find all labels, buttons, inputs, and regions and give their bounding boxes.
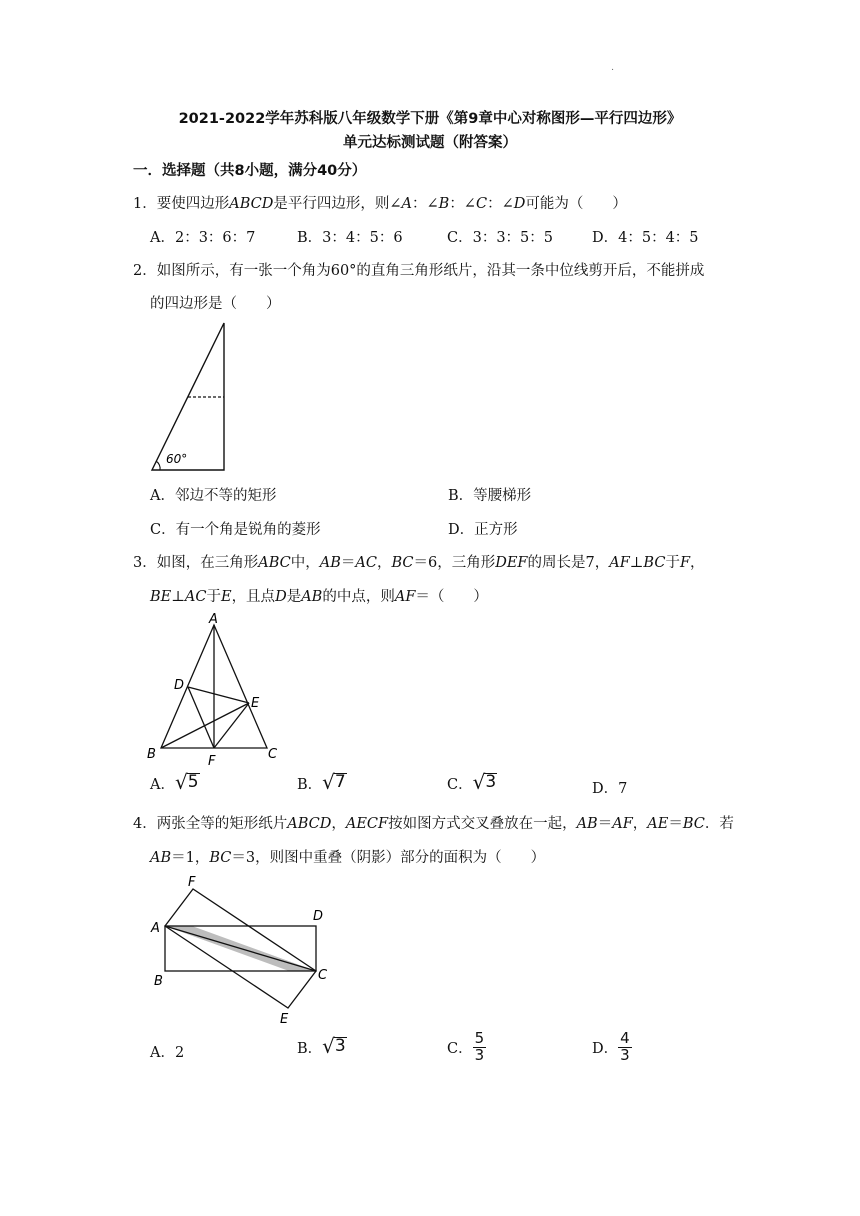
angle-label: 60°	[166, 452, 188, 466]
question-2-line2: 的四边形是（ ）	[150, 296, 281, 312]
label-D: D	[313, 909, 324, 924]
label-D: D	[174, 678, 185, 693]
q3-option-a: A． √ 5	[150, 770, 199, 794]
question-1: 1．要使四边形ABCD是平行四边形，则∠A：∠B：∠C：∠D可能为（ ）	[133, 196, 627, 212]
q3-triangle-figure	[140, 612, 290, 772]
q1-option-a: A．2：3：6：7	[150, 230, 256, 246]
q2-option-a: A．邻边不等的矩形	[150, 488, 277, 504]
q3-option-b: B． √ 7	[297, 770, 346, 794]
label-B: B	[154, 974, 163, 989]
q2-option-d: D．正方形	[448, 522, 518, 538]
question-number: 3．	[133, 555, 157, 571]
question-4-line2: AB＝1，BC＝3，则图中重叠（阴影）部分的面积为（ ）	[150, 850, 546, 866]
q2-option-c: C．有一个角是锐角的菱形	[150, 522, 321, 538]
question-number: 4．	[133, 816, 157, 832]
question-number: 2．	[133, 263, 157, 279]
label-A: A	[209, 612, 218, 627]
question-2: 2．如图所示，有一张一个角为60°的直角三角形纸片，沿其一条中位线剪开后，不能拼成	[133, 263, 705, 279]
q3-option-c: C． √ 3	[447, 770, 497, 794]
document-title-line1: 2021-2022学年苏科版八年级数学下册《第9章中心对称图形—平行四边形》	[178, 111, 682, 127]
label-E: E	[251, 696, 260, 711]
label-A: A	[151, 921, 160, 936]
q2-triangle-figure	[145, 318, 235, 476]
label-F: F	[188, 875, 196, 890]
q4-rectangles-figure	[140, 868, 340, 1028]
label-B: B	[147, 747, 156, 762]
q4-option-a: A．2	[150, 1045, 185, 1061]
q2-option-b: B．等腰梯形	[448, 488, 532, 504]
q1-option-b: B．3：4：5：6	[297, 230, 403, 246]
label-C: C	[318, 968, 328, 983]
label-E: E	[280, 1012, 289, 1027]
question-4: 4．两张全等的矩形纸片ABCD，AECF按如图方式交叉叠放在一起，AB＝AF，AE＝BC．若	[133, 816, 734, 832]
q3-option-d: D．7	[592, 781, 628, 797]
q1-option-c: C．3：3：5：5	[447, 230, 553, 246]
document-title-line2: 单元达标测试题（附答案）	[343, 135, 517, 151]
label-F: F	[208, 754, 216, 769]
label-C: C	[268, 747, 278, 762]
q4-option-d: D． $\frac{4}{3}$	[592, 1029, 630, 1064]
q4-option-c: C． $\frac{5}{3}$	[447, 1029, 485, 1064]
q4-option-b: B． √ 3	[297, 1034, 346, 1058]
header-dot: .	[611, 63, 614, 73]
question-3-line2: BE⊥AC于E，且点D是AB的中点，则AF＝（ ）	[150, 589, 488, 605]
q1-option-d: D．4：5：4：5	[592, 230, 699, 246]
question-number: 1．	[133, 196, 157, 212]
question-3: 3．如图，在三角形ABC中，AB＝AC，BC＝6，三角形DEF的周长是7，AF⊥BC于F，	[133, 555, 705, 571]
section-heading: 一．选择题（共8小题，满分40分）	[133, 163, 367, 179]
